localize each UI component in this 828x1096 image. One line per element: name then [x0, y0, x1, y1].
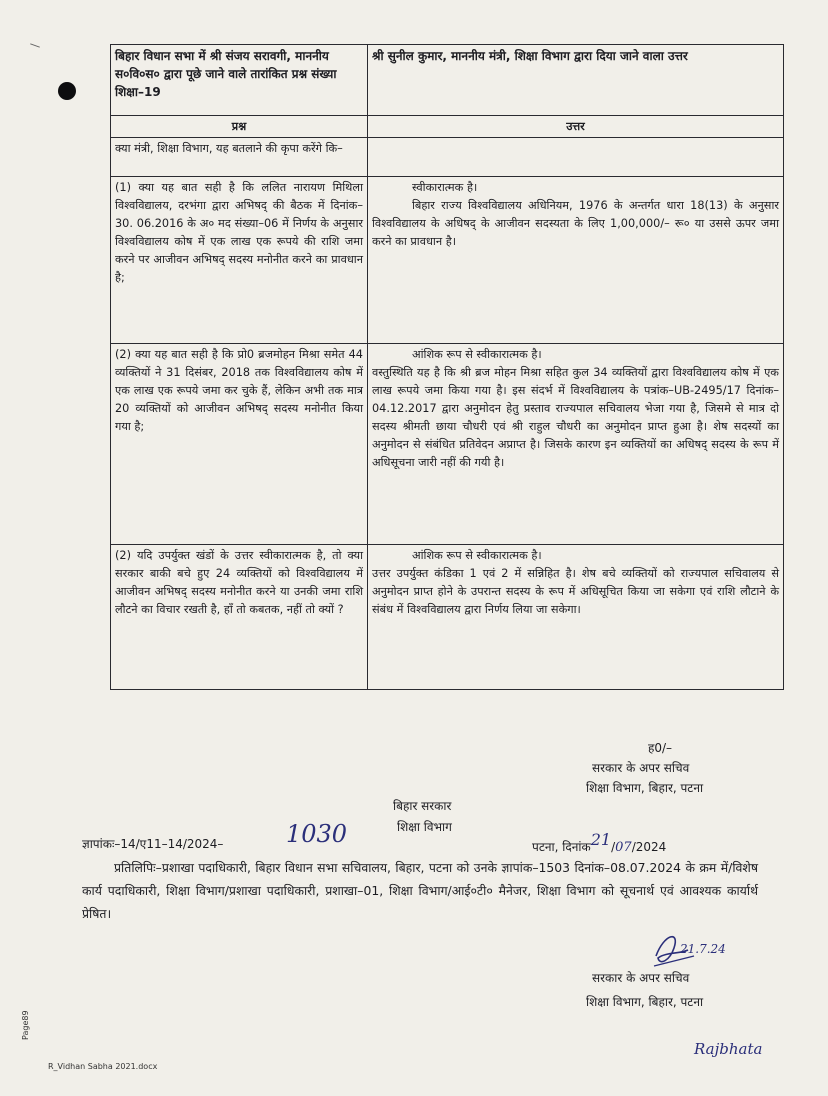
date-prefix: पटना, दिनांक: [532, 840, 591, 854]
office-department: शिक्षा विभाग: [397, 820, 452, 834]
footer-filename: R_Vidhan Sabha 2021.docx: [48, 1062, 158, 1071]
date-year: /2024: [631, 840, 667, 854]
answer-body: वस्तुस्थिति यह है कि श्री ब्रज मोहन मिश्रा सहित कुल 34 व्यक्तियों द्वारा विश्वविद्यालय कोष में एक लाख रूपये जमा किया गया है। इस संदर्भ में विश्वविद्यालय के पत्रांक–UB-2495/17 दिनांक–04.12.2017 द्वारा अनुमोदन हेतु प्रस्ताव राज्यपाल सचिवालय भेजा गया है, जिसमे से मात्र दो सदस्य श्रीमती छाया चौधरी एवं श्री राहुल चौधरी का अनुमोदन प्राप्त हुआ है। शेष सदस्यों का अनुमोदन से संबंधित प्रतिवेदन अप्राप्त है। जिसके कारण इन व्यक्तियों का अधिषद् सदस्य के रूप में अधिसूचना जारी नहीं की गयी है।: [372, 366, 779, 469]
header-answer: श्री सुनील कुमार, माननीय मंत्री, शिक्षा विभाग द्वारा दिया जाने वाला उत्तर: [368, 45, 784, 116]
answer-cell: [368, 344, 784, 545]
memo-reference: ज्ञापांकः–14/ए11–14/2024–: [82, 837, 224, 851]
answer-body: उत्तर उपर्युक्त कंडिका 1 एवं 2 में सन्निहित है। शेष बचे व्यक्तियों को राज्यपाल सचिवालय से अनुमोदन प्राप्त होने के उपरान्त सदस्य के रूप में अधिसूचित किया जा सकेगा एवं राशि लौटाने के संबंध में विश्वविद्यालय द्वारा निर्णय लिया जा सकेगा।: [372, 567, 779, 616]
memo-date: [532, 830, 667, 858]
answer-status: स्वीकारात्मक है।: [412, 181, 478, 194]
question-cell: (2) क्या यह बात सही है कि प्रो0 ब्रजमोहन मिश्रा समेत 44 व्यक्तियों ने 31 दिसंबर, 2018 तक विश्वविद्यालय कोष में एक लाख एक रूपये जमा कर चुके हैं, लेकिन अभी तक मात्र 20 व्यक्तियों को आजीवन अभिषद् सदस्य मनोनीत किया गया है;: [111, 344, 368, 545]
column-question-label: प्रश्न: [111, 116, 368, 138]
question-cell: (2) यदि उपर्युक्त खंडों के उत्तर स्वीकारात्मक है, तो क्या सरकार बाकी बचे हुए 24 व्यक्तियों को विश्वविद्यालय में आजीवन अभिषद् सदस्य मनोनीत करने या उनकी जमा राशि लौटने का विचार रखती है, हाँ तो कबतक, नहीं तो क्यों ?: [111, 545, 368, 690]
header-question: बिहार विधान सभा में श्री संजय सरावगी, माननीय स०वि०स० द्वारा पूछे जाने वाले तारांकित प्रश्न संख्या शिक्षा–19: [111, 45, 368, 116]
date-separator: /: [611, 840, 616, 854]
intro-answer-empty: [368, 138, 784, 177]
punch-hole: [58, 82, 76, 100]
answer-body: बिहार राज्य विश्वविद्यालय अधिनियम, 1976 के अन्तर्गत धारा 18(13) के अनुसार विश्वविद्यालय के अधिषद् के आजीवन सदस्यता के लिए 1,00,000/– रू० या उससे ऊपर जमा करने का प्रावधान है।: [372, 199, 779, 248]
table-row: [111, 344, 784, 545]
scan-mark: [30, 43, 40, 47]
signature2-designation: सरकार के अपर सचिव: [592, 971, 690, 985]
page-number: Page89: [21, 1010, 30, 1040]
table-row: [111, 545, 784, 690]
signature-designation: सरकार के अपर सचिव: [592, 761, 690, 775]
memo-handwritten-number: 1030: [286, 820, 348, 848]
signature2-department: शिक्षा विभाग, बिहार, पटना: [586, 995, 704, 1009]
signature-department: शिक्षा विभाग, बिहार, पटना: [586, 781, 704, 795]
column-answer-label: उत्तर: [368, 116, 784, 138]
intro-text: क्या मंत्री, शिक्षा विभाग, यह बतलाने की कृपा करेंगे कि–: [111, 138, 368, 177]
table-header-row: [111, 45, 784, 116]
table-row: [111, 177, 784, 344]
signature-sd: ह0/–: [648, 741, 673, 755]
date-day: 21: [590, 830, 612, 849]
intro-row: [111, 138, 784, 177]
signature-handwritten-date: 21.7.24: [680, 942, 726, 956]
column-header-row: [111, 116, 784, 138]
office-government: बिहार सरकार: [393, 799, 452, 813]
question-cell: (1) क्या यह बात सही है कि ललित नारायण मिथिला विश्वविद्यालय, दरभंगा द्वारा अभिषद् की बैठक में दिनांक–30. 06.2016 के अ० मद संख्या–06 में निर्णय के अनुसार विश्वविद्यालय कोष में एक लाख एक रूपये की राशि जमा करने पर आजीवन अभिषद् सदस्य मनोनीत करने का प्रावधान है;: [111, 177, 368, 344]
copy-forward-text: प्रतिलिपिः–प्रशाखा पदाधिकारी, बिहार विधान सभा सचिवालय, बिहार, पटना को उनके ज्ञापांक–1503 दिनांक–08.07.2024 के क्रम में/विशेष कार्य पदाधिकारी, शिक्षा विभाग/प्रशाखा पदाधिकारी, प्रशाखा–01, शिक्षा विभाग/आई०टी० मैनेजर, शिक्षा विभाग को सूचनार्थ एवं आवश्यक कार्यार्थ प्रेषित।: [82, 860, 758, 921]
answer-status: आंशिक रूप से स्वीकारात्मक है।: [412, 549, 542, 562]
question-answer-table: [110, 44, 784, 690]
handwritten-initials: Rajbhata: [694, 1040, 763, 1058]
date-month: 07: [615, 840, 632, 855]
answer-cell: [368, 545, 784, 690]
answer-status: आंशिक रूप से स्वीकारात्मक है।: [412, 348, 542, 361]
answer-cell: [368, 177, 784, 344]
